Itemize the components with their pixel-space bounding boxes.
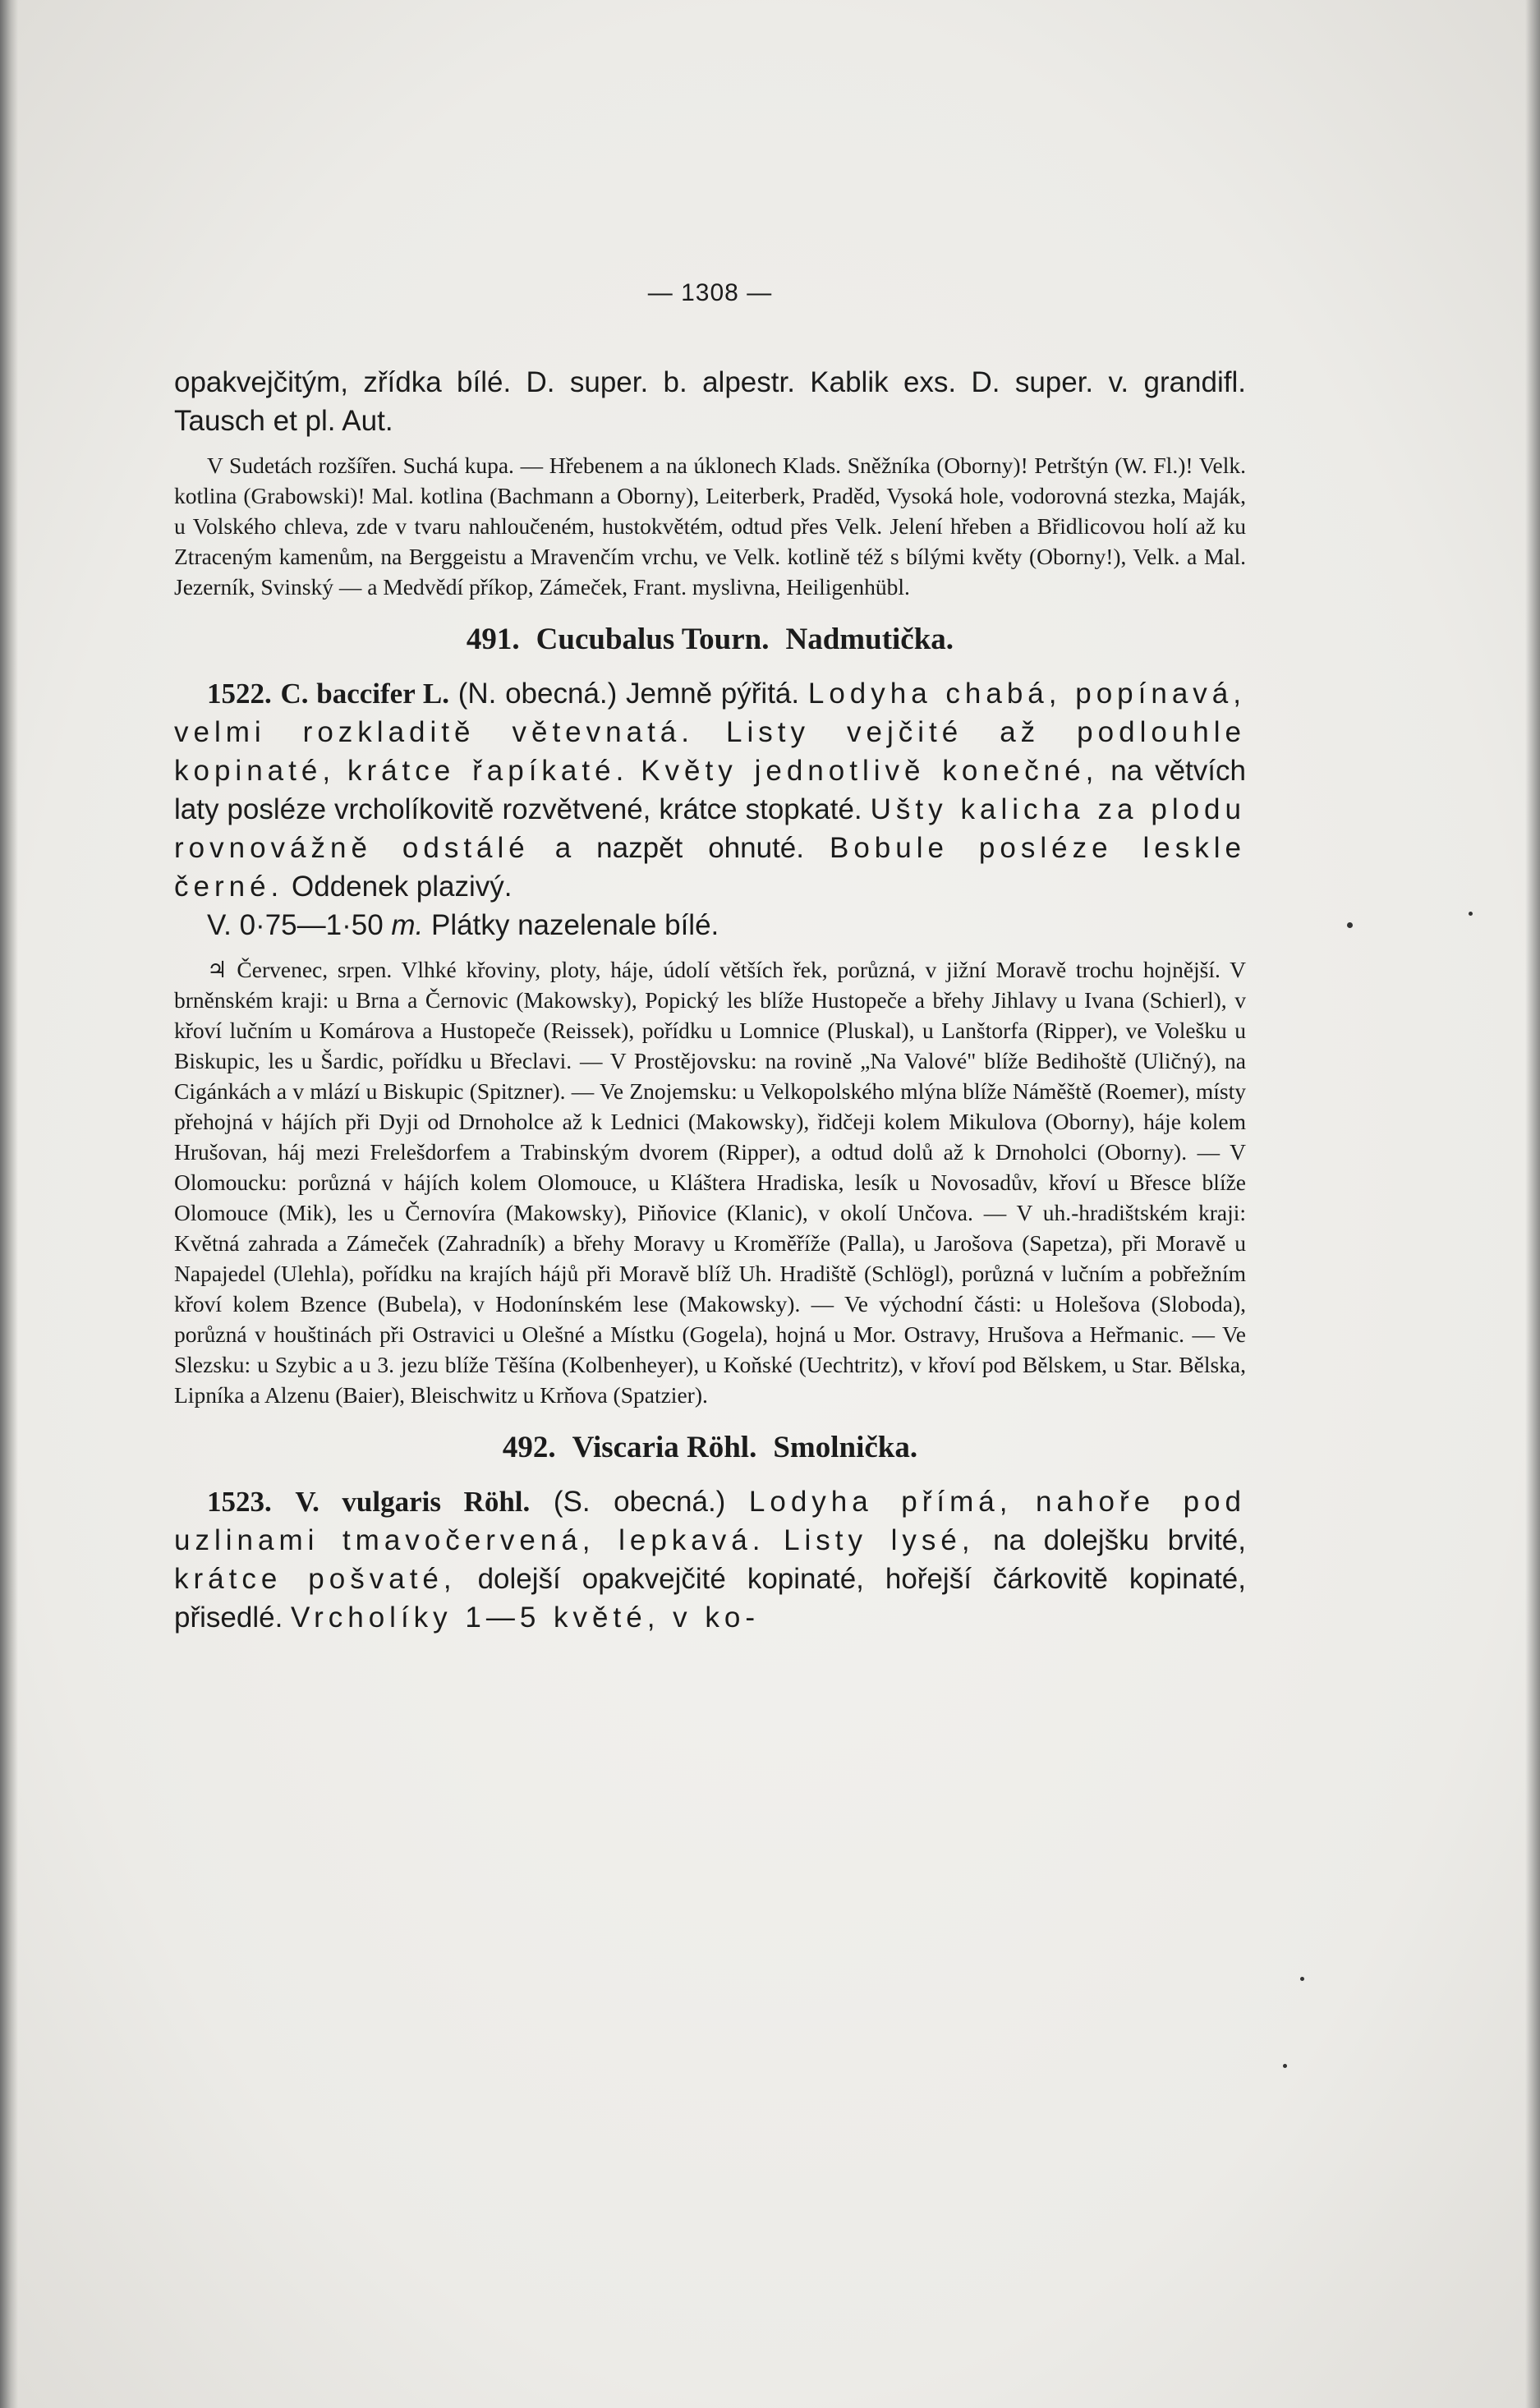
intro-lead: opakvejčitým, zřídka bílé. D. super. b. alpestr. Kablik exs. D. super. v. grandifl. Tausch et pl. Aut. [174,366,1246,437]
species-name: V. vulgaris Röhl. [295,1486,531,1518]
stem-label: Lodyha přímá, [748,1486,1013,1518]
page-content [174,279,1246,1637]
species-number: 1522. [207,678,272,710]
scan-speck [1469,912,1473,916]
genus-czech: Nadmutička. [785,623,954,656]
species-common-name: (N. obecná.) Jemně pýřitá. [457,678,800,710]
berry-description: Bobule posléze leskle černé. [174,832,1246,903]
genus-latin: Cucubalus Tourn. [536,623,770,656]
stem-description: nahoře pod uzlinami tmavočervená, lepkavá. [174,1486,1246,1556]
scan-speck [1283,2064,1287,2068]
genus-492-heading [174,1428,1246,1468]
species-1522-description [174,674,1246,906]
size-value: V. 0·75—1·50 [207,909,384,941]
size-unit: m. [391,909,424,941]
genus-number: 492. [502,1431,556,1464]
genus-number: 491. [466,623,520,656]
leaves-label: Listy lysé, [784,1524,975,1556]
leaves-description: dolejší opakvejčité kopinaté, hořejší čárkovitě kopinaté, přisedlé. [174,1563,1246,1634]
genus-latin: Viscaria Röhl. [572,1431,757,1464]
scan-speck [1347,922,1353,928]
petals-description: Plátky nazelenale bílé. [431,909,719,941]
scan-edge-left [0,0,18,2408]
leaves-label: Listy vejčité až podlouhle kopinaté, [174,716,1246,787]
species-common-name: (S. obecná.) [553,1486,726,1518]
genus-491-heading [174,620,1246,659]
rhizome-description: Oddenek plazivý. [292,871,513,903]
leaves-ciliate: na dolejšku brvité, [993,1524,1246,1556]
flowers-label: Květy jednotlivě konečné, [641,755,1099,787]
genus-czech: Smolnička. [773,1431,918,1464]
stem-description: Lodyha chabá, popínavá, velmi rozkladitě větevnatá. [174,678,1246,748]
species-number: 1523. [207,1486,272,1518]
calyx-description: a nazpět ohnuté. [554,832,804,864]
species-name: C. baccifer L. [280,678,449,710]
leaves-petiole: krátce řapíkaté. [347,755,629,787]
scan-speck [1300,1977,1304,1981]
leaves-sheath: krátce pošvaté, [174,1563,457,1595]
species-1522-size [174,906,1246,944]
species-1523-description [174,1482,1246,1637]
species-1522-localities: ♃ Červenec, srpen. Vlhké křoviny, ploty, háje, údolí větších řek, porůzná, v jižní Moravě trochu hojnější. V brněnském kraji: u Brna a Černovic (Makowsky), Popický les blíže Hustopeče a břehy Jihlavy u Ivana (Schierl), v křoví lučním u Komárova a Hustopeče (Reissek), pořídku u Lomnice (Pluskal), u Lanštorfa (Ripper), ve Volešku u Biskupic, les u Šardic, pořídku u Břeclavi. — V Prostějovsku: na rovině „Na Valové" blíže Bedihoště (Uličný), na Cigánkách a v mlází u Biskupic (Spitzner). — Ve Znojemsku: u Velkopolského mlýna blíže Náměště (Roemer), místy přehojná v hájích při Dyji od Drnoholce až k Lednici (Makowsky), řidčeji kolem Mikulova (Oborny), háje kolem Hrušovan, háj mezi Frelešdorfem a Trabinským dvorem (Ripper), a odtud dolů až k Drnoholci (Oborny). — V Olomoucku: porůzná v hájích kolem Olomouce, u Kláštera Hradiska, lesík u Novosadův, křoví u Břesce blíže Olomouce (Mik), les u Černovíra (Makowsky), Piňovice (Klanic), v okolí Unčova. — V uh.-hradištském kraji: Květná zahrada a Zámeček (Zahradník) a břehy Moravy u Kroměříže (Palla), u Jarošova (Sapetza), při Moravě u Napajedel (Ulehla), pořídku na krajích hájů při Moravě blíž Uh. Hradiště (Schlögl), porůzná v lučním a pobřežním křoví kolem Bzence (Bubela), v Hodonínském lese (Makowsky). — Ve východní části: u Holešova (Sloboda), porůzná v houštinách při Ostravici u Olešné a Místku (Gogela), hojná u Mor. Ostravy, Hrušova a Heřmanic. — Ve Slezsku: u Szybic a u 3. jezu blíže Těšína (Kolbenheyer), u Koňské (Uechtritz), v křoví pod Bělskem, u Star. Bělska, Lipníka a Alzenu (Baier), Bleischwitz u Krňova (Spatzier). [174,957,1246,1408]
page-number: — 1308 — [647,279,773,306]
cymes-description: Vrcholíky 1—5 květé, v ko- [291,1602,760,1634]
intro-localities: V Sudetách rozšířen. Suchá kupa. — Hřebenem a na úklonech Klads. Sněžníka (Oborny)! Petrštýn (W. Fl.)! Velk. kotlina (Grabowski)! Mal. kotlina (Bachmann a Oborny), Leiterberk, Praděd, Vysoká hole, vodorovná stezka, Maják, u Volského chleva, zde v tvaru nahloučeném, hustokvětém, odtud přes Velk. Jelení hřeben a Břidlicovou holí až ku Ztraceným kamenům, na Berggeistu a Mravenčím vrchu, ve Velk. kotlině též s bílými květy (Oborny!), Velk. a Mal. Jezerník, Svinský — a Medvědí příkop, Zámeček, Frant. myslivna, Heiligenhübl. [174,453,1246,600]
scan-edge-right [1525,0,1540,2408]
calyx-label: Ušty kalicha za plodu rovnovážně odstálé [174,793,1246,864]
flowers-description: na větvích laty posléze vrcholíkovitě rozvětvené, krátce stopkaté. [174,755,1246,825]
